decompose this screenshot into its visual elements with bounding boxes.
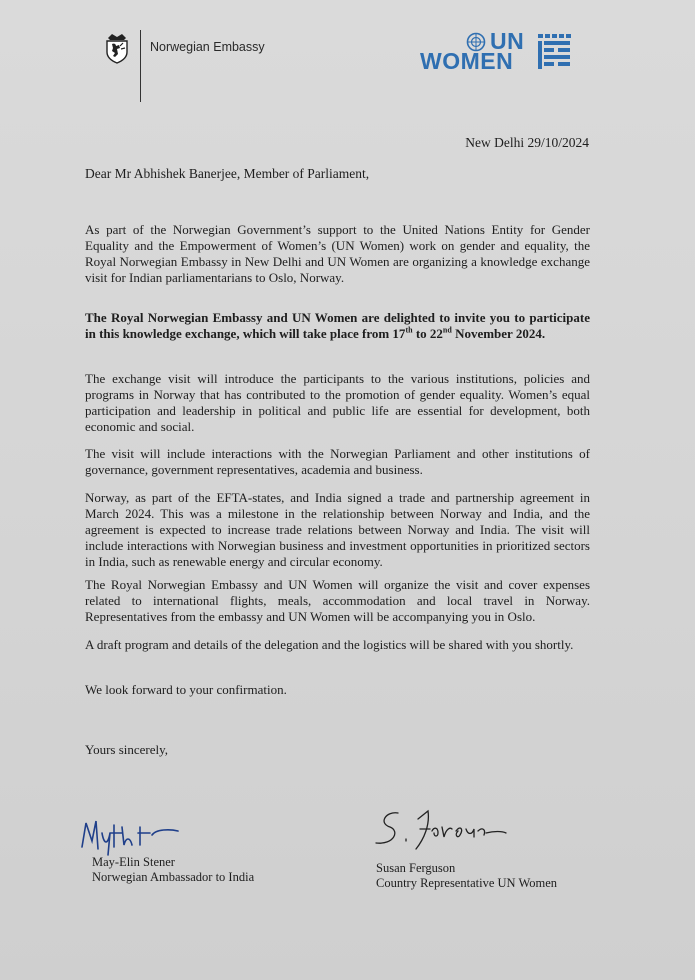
- paragraph-invitation: [85, 310, 590, 342]
- un-women-representative-signature: [368, 805, 508, 855]
- sign-off: Yours sincerely,: [85, 742, 169, 757]
- salutation: Dear Mr Abhishek Banerjee, Member of Parliament,: [85, 166, 370, 181]
- signatory-title-ambassador: Norwegian Ambassador to India: [92, 870, 255, 884]
- signatory-name-ambassador: May-Elin Stener: [92, 855, 175, 869]
- invite-text-part3: November 2024.: [451, 326, 546, 341]
- invite-text-part2: to 22: [412, 326, 443, 341]
- logo-text-women: WOMEN: [420, 48, 514, 74]
- paragraph-trade: Norway, as part of the EFTA-states, and India signed a trade and partnership agreement in March 2024. This was a milestone in the relationship between Norway and India, and the agreement is expected to increase trade relations between Norway and India. The visit will include interactions with Norwegian business and investment opportunities in prioritized sectors in India, such as renewable energy and circular economy.: [85, 490, 590, 569]
- paragraph-interactions: The visit will include interactions with the Norwegian Parliament and other institutions of governance, government representatives, academia and business.: [85, 446, 590, 477]
- logo-text-un: UN: [490, 28, 525, 54]
- paragraph-intro: As part of the Norwegian Government’s support to the United Nations Entity for Gender Equality and the Empowerment of Women’s (UN Women) work on gender and equality, the Royal Norwegian Embassy in New Delhi and UN Women are organizing a knowledge exchange visit for Indian parliamentarians to Oslo, Norway.: [85, 222, 590, 285]
- signatory-title-un-women: Country Representative UN Women: [376, 876, 558, 890]
- invite-text-part1: The Royal Norwegian Embassy and UN Women are delighted to invite you to participate in this knowledge exchange, which will take place from 17: [85, 310, 590, 341]
- norwegian-coat-of-arms-icon: [104, 32, 130, 64]
- un-women-logo: [418, 28, 578, 78]
- letter-date: New Delhi 29/10/2024: [465, 135, 589, 150]
- un-women-symbol-icon: [536, 32, 574, 72]
- paragraph-exchange: The exchange visit will introduce the participants to the various institutions, policies and programs in Norway that has contributed to the promotion of gender equality. Women’s equal participation and leadership in political and public life are essential for development, both economic and social.: [85, 371, 590, 434]
- invite-sup-th: th: [405, 325, 413, 335]
- signatory-name-un-women: Susan Ferguson: [376, 861, 456, 875]
- paragraph-program: A draft program and details of the delegation and the logistics will be shared with you shortly.: [85, 637, 574, 652]
- embassy-name: Norwegian Embassy: [150, 40, 265, 54]
- letterhead-divider: [140, 30, 141, 102]
- invite-sup-nd: nd: [442, 325, 452, 335]
- paragraph-expenses: The Royal Norwegian Embassy and UN Women will organize the visit and cover expenses related to international flights, meals, accommodation and local travel in Norway. Representatives from the embassy and UN Women will be accompanying you in Oslo.: [85, 577, 590, 624]
- closing-line: We look forward to your confirmation.: [85, 682, 287, 697]
